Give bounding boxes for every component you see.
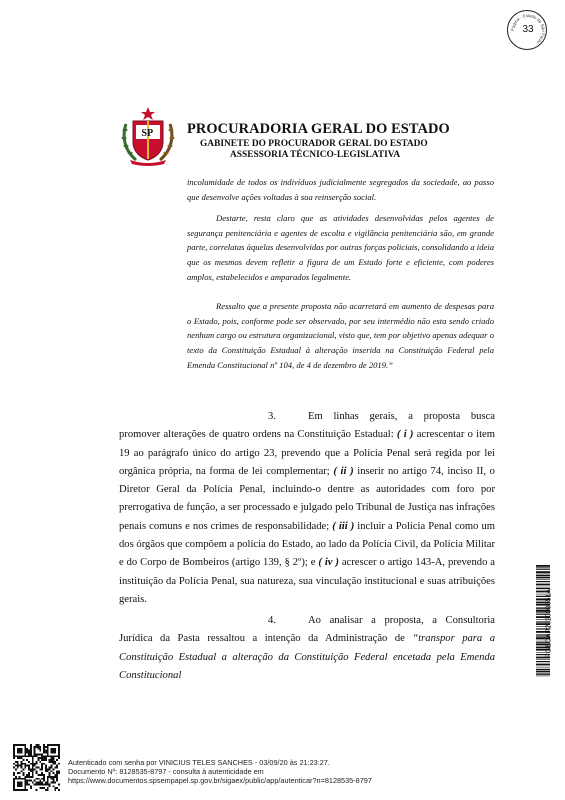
auth-line: Autenticado com senha por VINICIUS TELES SANCHES - 03/09/20 às 21:23:27. <box>68 758 330 767</box>
agency-subtitle-2: ASSESSORIA TÉCNICO-LEGISLATIVA <box>230 150 401 160</box>
auth-link[interactable]: https://www.documentos.spsempapel.sp.gov.br/sigaex/public/app/autenticar?n=8128535-8797 <box>68 776 372 785</box>
paragraph-4 <box>119 612 495 685</box>
quoted-text: “transpor para a Constituição Estadual a alteração da Constituição Federal encetada pela Emenda Constitucional <box>119 633 495 681</box>
authentication-footer <box>68 758 372 785</box>
quote-paragraph: Destarte, resta claro que as atividades desenvolvidas pelos agentes de segurança penitenciária e agentes de escolta e vigilância penitenciária são, em grande parte, correlatas àquelas desenvolvidas por outras forças policiais, consolidando a ideia que os mesmos devem refletir a figura de um Estado forte e eficiente, com poderes amplos, estabelecidos e amparados legalmente. <box>187 213 494 282</box>
page-number: 33 <box>522 24 534 35</box>
paragraph-text: Ao analisar a proposta, a Consultoria Jurídica da Pasta ressaltou a intenção da Administração de <box>119 615 495 645</box>
quoted-block <box>187 211 494 285</box>
item-marker: ( iv ) <box>318 557 339 569</box>
quote-paragraph: Ressalto que a presente proposta não acarretará em aumento de despesas para o Estado, pois, conforme pode ser observado, por seu intermédio não esta sendo criado nenhum cargo ou estrutura organizacional, visto que, tem por objetivo apenas adequar o texto da Constituição Estadual à alteração inserida na Constituição Federal pela Emenda Constitucional nº 104, de 4 de dezembro de 2019.” <box>187 301 494 370</box>
item-marker: ( ii ) <box>333 465 354 477</box>
paragraph-text: incluir a Polícia Penal como um dos órgãos que compõem a polícia do Estado, ao lado da Polícia Civil, da Polícia Militar e do Corpo de Bombeiros (artigo 139, § 2º); e <box>119 520 495 569</box>
quoted-block <box>187 175 494 204</box>
agency-subtitle-1: GABINETE DO PROCURADOR GERAL DO ESTADO <box>200 139 428 149</box>
paragraph-text: acrescer o artigo 143-A, prevendo a instituição da Polícia Penal, sua natureza, sua vinculação institucional e suas atribuições gerais. <box>119 557 496 605</box>
crest-letters: SP <box>141 128 154 139</box>
paragraph-text: Em linhas gerais, a proposta busca promover alterações de quatro ordens na Constituição Estadual: <box>119 411 495 441</box>
paragraph-number: 3. <box>268 411 276 422</box>
quoted-block <box>187 299 494 373</box>
paragraph-number: 4. <box>268 615 276 626</box>
agency-title: PROCURADORIA GERAL DO ESTADO <box>187 121 450 137</box>
auth-line: Documento Nº: 8128535-8797 - consulta à autenticidade em <box>68 767 264 776</box>
stamp-ring-text: Página · Estado de São Paulo <box>509 12 547 46</box>
document-code: PGECAP202009651A <box>545 589 553 658</box>
item-marker: ( iii ) <box>332 520 355 532</box>
item-marker: ( i ) <box>396 429 414 441</box>
qr-code-icon <box>13 744 60 791</box>
paragraph-text: inserir no artigo 74, inciso II, o Diretor Geral da Polícia Penal, incluindo-o dentre as autoridades com foro por prerrogativa de função, a ser processado e julgado pelo Tribunal de Justiça nas infrações penais comuns e nos crimes de responsabilidade; <box>119 465 495 532</box>
paragraph-3 <box>119 408 495 609</box>
sao-paulo-crest-icon <box>120 106 176 166</box>
page-stamp <box>507 10 547 50</box>
paragraph-text: acrescentar o item 19 ao parágrafo único do artigo 23, prevendo que a Polícia Penal será regida por lei orgânica própria, na forma de lei complementar; <box>119 429 496 477</box>
quote-paragraph: incolumidade de todos os indivíduos judicialmente segregados da sociedade, ao passo que desenvolve ações voltadas à sua reinserção social. <box>187 177 494 202</box>
